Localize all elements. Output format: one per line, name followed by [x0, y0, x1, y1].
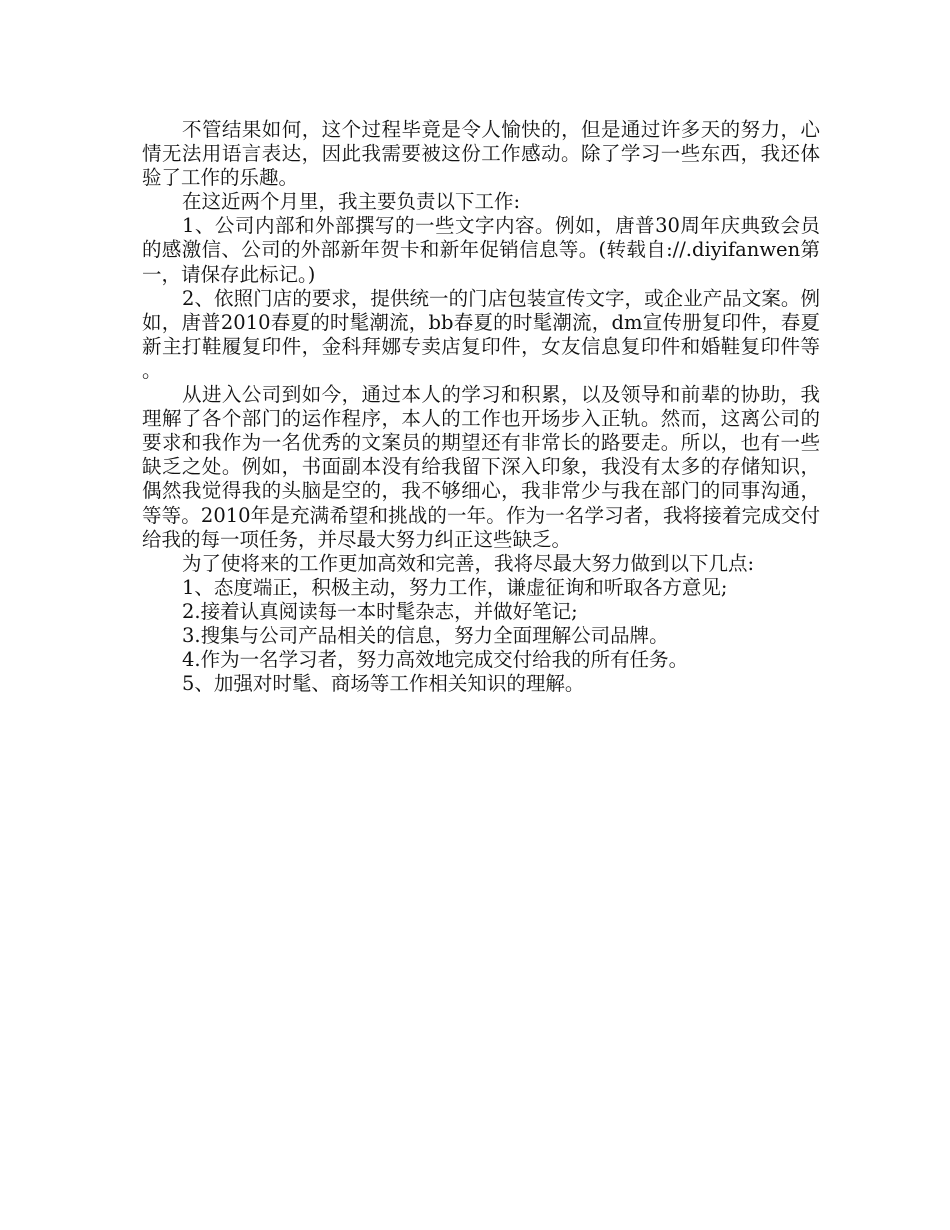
- paragraph-plan-1: 1、态度端正，积极主动，努力工作，谦虚征询和听取各方意见;: [182, 575, 728, 599]
- document-body: [142, 118, 820, 696]
- paragraph-intro: 不管结果如何，这个过程毕竟是令人愉快的，但是通过许多天的努力，心情无法用语言表达，因此我需要被这份工作感动。除了学习一些东西，我还体验了工作的乐趣。: [142, 118, 820, 190]
- paragraph-duties-heading: 在这近两个月里，我主要负责以下工作:: [182, 190, 521, 214]
- paragraph-reflection: 从进入公司到如今，通过本人的学习和积累，以及领导和前辈的协助，我理解了各个部门的运作程序，本人的工作也开场步入正轨。然而，这离公司的要求和我作为一名优秀的文案员的期望还有非常长的路要走。所以，也有一些缺乏之处。例如，书面副本没有给我留下深入印象，我没有太多的存储知识，偶然我觉得我的头脑是空的，我不够细心，我非常少与我在部门的同事沟通，等等。2010年是充满希望和挑战的一年。作为一名学习者，我将接着完成交付给我的每一项任务，并尽最大努力纠正这些缺乏。: [142, 383, 820, 551]
- paragraph-plan-5: 5、加强对时髦、商场等工作相关知识的理解。: [182, 672, 585, 696]
- paragraph-plan-4: 4.作为一名学习者，努力高效地完成交付给我的所有任务。: [182, 648, 689, 672]
- paragraph-duty-2: 2、依照门店的要求，提供统一的门店包装宣传文字，或企业产品文案。例如，唐普2010春夏的时髦潮流，bb春夏的时髦潮流，dm宣传册复印件，春夏新主打鞋履复印件，金科拜娜专卖店复印件，女友信息复印件和婚鞋复印件等。: [142, 286, 820, 382]
- paragraph-plans-heading: 为了使将来的工作更加高效和完善，我将尽最大努力做到以下几点:: [182, 551, 755, 575]
- paragraph-duty-1: 1、公司内部和外部撰写的一些文字内容。例如，唐普30周年庆典致会员的感激信、公司的外部新年贺卡和新年促销信息等。(转载自://.diyifanwen第一，请保存此标记。): [142, 214, 820, 286]
- paragraph-plan-2: 2.接着认真阅读每一本时髦杂志，并做好笔记;: [182, 599, 578, 623]
- paragraph-plan-3: 3.搜集与公司产品相关的信息，努力全面理解公司品牌。: [182, 623, 669, 647]
